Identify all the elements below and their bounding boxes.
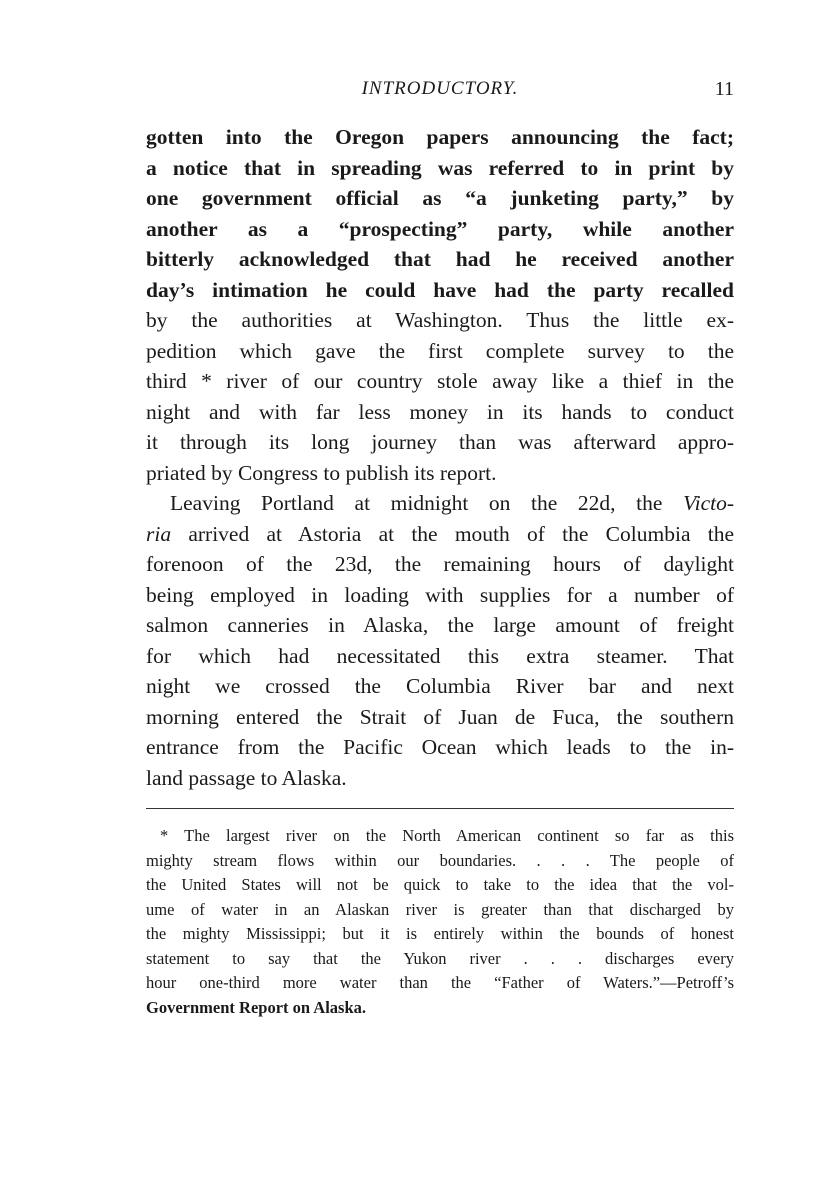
- ship-name-part: Victo-: [683, 491, 734, 515]
- text-line: by the authorities at Washington. Thus the little ex-: [146, 308, 734, 332]
- footnote: [146, 824, 734, 1020]
- text-line: for which had necessitated this extra steamer. That: [146, 643, 734, 668]
- text-segment: Leaving Portland at midnight on the 22d, the: [170, 491, 663, 515]
- running-title: INTRODUCTORY.: [361, 78, 519, 99]
- footnote-line: * The largest river on the North American continent so far as this: [160, 826, 734, 845]
- footnote-line: hour one-third more water than the “Father of Waters.”—Petroff’s: [146, 973, 734, 992]
- text-line: third * river of our country stole away like a thief in the: [146, 369, 734, 393]
- footnote-divider: [146, 808, 734, 809]
- text-line: bitterly acknowledged that had he received another: [146, 247, 734, 271]
- text-line: [146, 519, 734, 550]
- text-segment: arrived at Astoria at the mouth of the Columbia the: [188, 521, 734, 546]
- text-line: forenoon of the 23d, the remaining hours of daylight: [146, 552, 734, 576]
- footnote-line: the mighty Mississippi; but it is entirely within the bounds of honest: [146, 924, 734, 943]
- text-line: night we crossed the Columbia River bar and next: [146, 674, 734, 698]
- footnote-line: mighty stream flows within our boundaries. . . . The people of: [146, 850, 734, 870]
- text-line: salmon canneries in Alaska, the large amount of freight: [146, 613, 734, 637]
- text-line: morning entered the Strait of Juan de Fuca, the southern: [146, 704, 734, 729]
- footnote-line: statement to say that the Yukon river . . . discharges every: [146, 948, 734, 968]
- running-head: [146, 78, 734, 102]
- text-line: another as a “prospecting” party, while another: [146, 216, 734, 241]
- text-line: entrance from the Pacific Ocean which leads to the in-: [146, 735, 734, 759]
- text-line: priated by Congress to publish its report.: [146, 460, 497, 485]
- text-line: day’s intimation he could have had the party recalled: [146, 277, 734, 302]
- page-number: 11: [714, 78, 734, 100]
- footnote-line: the United States will not be quick to take to the idea that the vol-: [146, 875, 734, 894]
- text-line: land passage to Alaska.: [146, 765, 347, 790]
- text-line: being employed in loading with supplies for a number of: [146, 582, 734, 607]
- text-line: it through its long journey than was afterward appro-: [146, 430, 734, 454]
- main-text: [146, 122, 734, 793]
- text-line: [146, 488, 734, 519]
- text-line: a notice that in spreading was referred to in print by: [146, 155, 734, 180]
- ship-name-part: ria: [146, 521, 172, 546]
- footnote-line: ume of water in an Alaskan river is greater than that discharged by: [146, 899, 734, 919]
- text-line: pedition which gave the first complete survey to the: [146, 338, 734, 363]
- footnote-line: Government Report on Alaska.: [146, 997, 366, 1017]
- text-line: night and with far less money in its hands to conduct: [146, 399, 734, 424]
- text-line: one government official as “a junketing party,” by: [146, 186, 734, 210]
- text-line: gotten into the Oregon papers announcing the fact;: [146, 125, 734, 149]
